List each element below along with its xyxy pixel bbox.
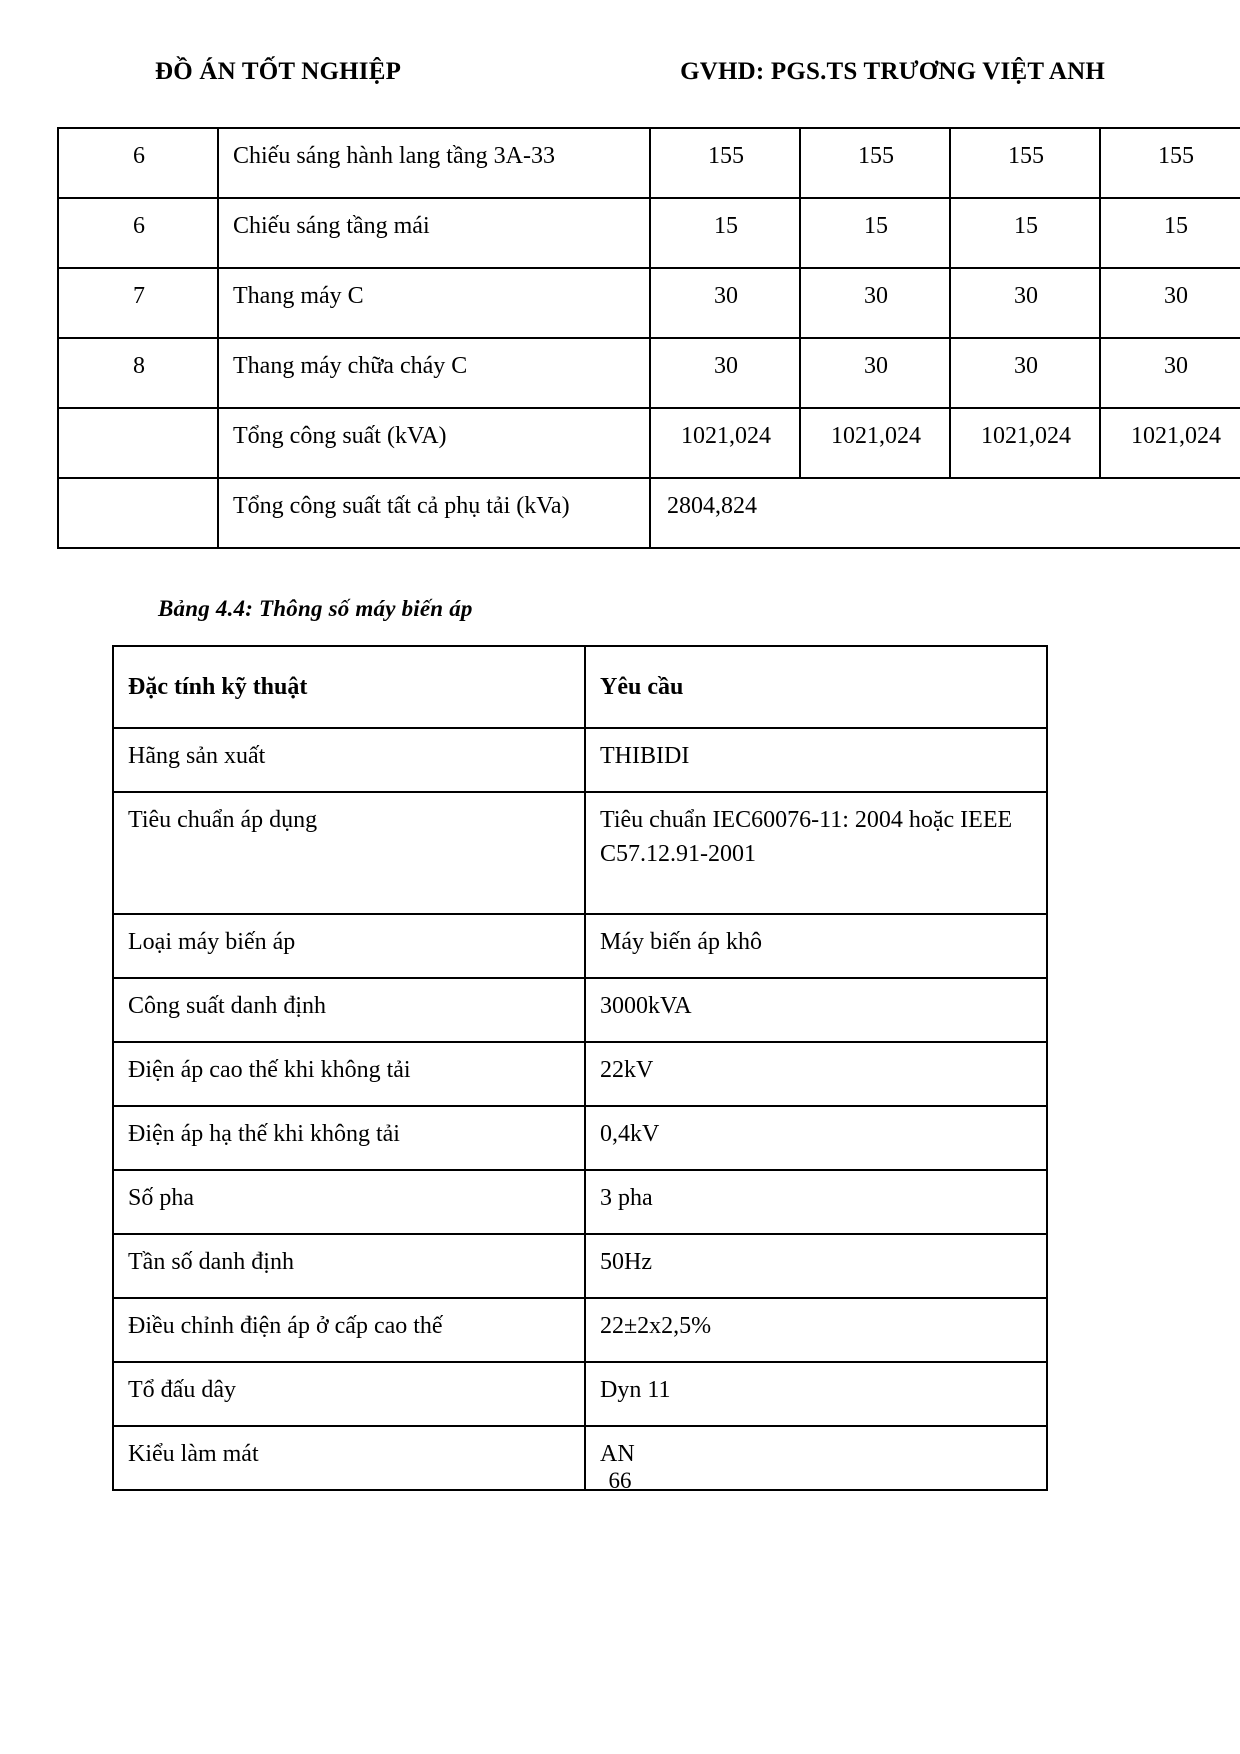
spec-requirement: THIBIDI xyxy=(585,728,1047,792)
spec-attribute: Hãng sản xuất xyxy=(113,728,585,792)
row-value-1: 30 xyxy=(650,268,800,338)
transformer-spec-table-head xyxy=(113,646,1047,728)
spec-requirement: AN xyxy=(585,1426,1047,1490)
spec-requirement: 22kV xyxy=(585,1042,1047,1106)
row-value-4: 30 xyxy=(1100,268,1240,338)
spec-requirement: 0,4kV xyxy=(585,1106,1047,1170)
row-value-2: 155 xyxy=(800,128,950,198)
column-header-requirement: Yêu cầu xyxy=(585,646,1047,728)
row-value-1: 155 xyxy=(650,128,800,198)
row-value-4: 30 xyxy=(1100,338,1240,408)
spec-requirement: Tiêu chuẩn IEC60076-11: 2004 hoặc IEEE C57.12.91-2001 xyxy=(585,792,1047,914)
spec-requirement: 22±2x2,5% xyxy=(585,1298,1047,1362)
spec-requirement: Máy biến áp khô xyxy=(585,914,1047,978)
table-row-subtotal xyxy=(58,408,1240,478)
row-number: 7 xyxy=(58,268,218,338)
table-row xyxy=(113,1170,1047,1234)
table-row xyxy=(113,728,1047,792)
spec-attribute: Loại máy biến áp xyxy=(113,914,585,978)
row-value-3: 15 xyxy=(950,198,1100,268)
spec-requirement: 50Hz xyxy=(585,1234,1047,1298)
load-summary-table-wrapper xyxy=(57,127,1240,549)
row-load-name: Thang máy C xyxy=(218,268,650,338)
row-value-3: 30 xyxy=(950,268,1100,338)
spec-requirement: Dyn 11 xyxy=(585,1362,1047,1426)
table-row xyxy=(113,1106,1047,1170)
load-summary-table xyxy=(57,127,1240,549)
table-header-row xyxy=(113,646,1047,728)
transformer-spec-table-body xyxy=(113,728,1047,1490)
load-summary-table-body xyxy=(58,128,1240,548)
table-row xyxy=(113,978,1047,1042)
spec-attribute: Tiêu chuẩn áp dụng xyxy=(113,792,585,914)
row-load-name: Chiếu sáng hành lang tầng 3A-33 xyxy=(218,128,650,198)
table-row xyxy=(113,1234,1047,1298)
row-number: 8 xyxy=(58,338,218,408)
spec-attribute: Kiểu làm mát xyxy=(113,1426,585,1490)
page-header xyxy=(155,58,1105,86)
table-row xyxy=(58,128,1240,198)
table-row xyxy=(58,268,1240,338)
page-number: 66 xyxy=(608,1468,632,1493)
table-row xyxy=(113,1298,1047,1362)
row-value-1: 15 xyxy=(650,198,800,268)
table-row-grand-total xyxy=(58,478,1240,548)
row-value-2: 15 xyxy=(800,198,950,268)
grand-total-value: 2804,824 xyxy=(650,478,1240,548)
row-value-4: 155 xyxy=(1100,128,1240,198)
spec-attribute: Tần số danh định xyxy=(113,1234,585,1298)
header-title-right: GVHD: PGS.TS TRƯƠNG VIỆT ANH xyxy=(680,58,1105,85)
row-number: 6 xyxy=(58,198,218,268)
spec-requirement: 3 pha xyxy=(585,1170,1047,1234)
subtotal-label: Tổng công suất (kVA) xyxy=(218,408,650,478)
transformer-spec-table-wrapper xyxy=(112,645,1048,1491)
row-value-3: 155 xyxy=(950,128,1100,198)
row-value-3: 30 xyxy=(950,338,1100,408)
table-caption: Bảng 4.4: Thông số máy biến áp xyxy=(158,596,473,621)
spec-attribute: Số pha xyxy=(113,1170,585,1234)
row-value-2: 30 xyxy=(800,338,950,408)
row-value-4: 15 xyxy=(1100,198,1240,268)
table-row xyxy=(113,1042,1047,1106)
row-load-name: Chiếu sáng tầng mái xyxy=(218,198,650,268)
subtotal-value-2: 1021,024 xyxy=(800,408,950,478)
spec-attribute: Công suất danh định xyxy=(113,978,585,1042)
table-row xyxy=(58,338,1240,408)
table-row xyxy=(113,1362,1047,1426)
transformer-spec-table xyxy=(112,645,1048,1491)
header-title-left: ĐỒ ÁN TỐT NGHIỆP xyxy=(155,58,402,85)
row-load-name: Thang máy chữa cháy C xyxy=(218,338,650,408)
spec-requirement: 3000kVA xyxy=(585,978,1047,1042)
grand-total-label: Tổng công suất tất cả phụ tải (kVa) xyxy=(218,478,650,548)
row-value-2: 30 xyxy=(800,268,950,338)
subtotal-value-3: 1021,024 xyxy=(950,408,1100,478)
spec-attribute: Điện áp cao thế khi không tải xyxy=(113,1042,585,1106)
subtotal-number xyxy=(58,408,218,478)
table-row xyxy=(113,914,1047,978)
grand-total-number xyxy=(58,478,218,548)
subtotal-value-4: 1021,024 xyxy=(1100,408,1240,478)
column-header-attribute: Đặc tính kỹ thuật xyxy=(113,646,585,728)
spec-attribute: Điều chỉnh điện áp ở cấp cao thế xyxy=(113,1298,585,1362)
spec-attribute: Tổ đấu dây xyxy=(113,1362,585,1426)
table-row xyxy=(113,792,1047,914)
table-row xyxy=(58,198,1240,268)
subtotal-value-1: 1021,024 xyxy=(650,408,800,478)
spec-attribute: Điện áp hạ thế khi không tải xyxy=(113,1106,585,1170)
row-number: 6 xyxy=(58,128,218,198)
row-value-1: 30 xyxy=(650,338,800,408)
